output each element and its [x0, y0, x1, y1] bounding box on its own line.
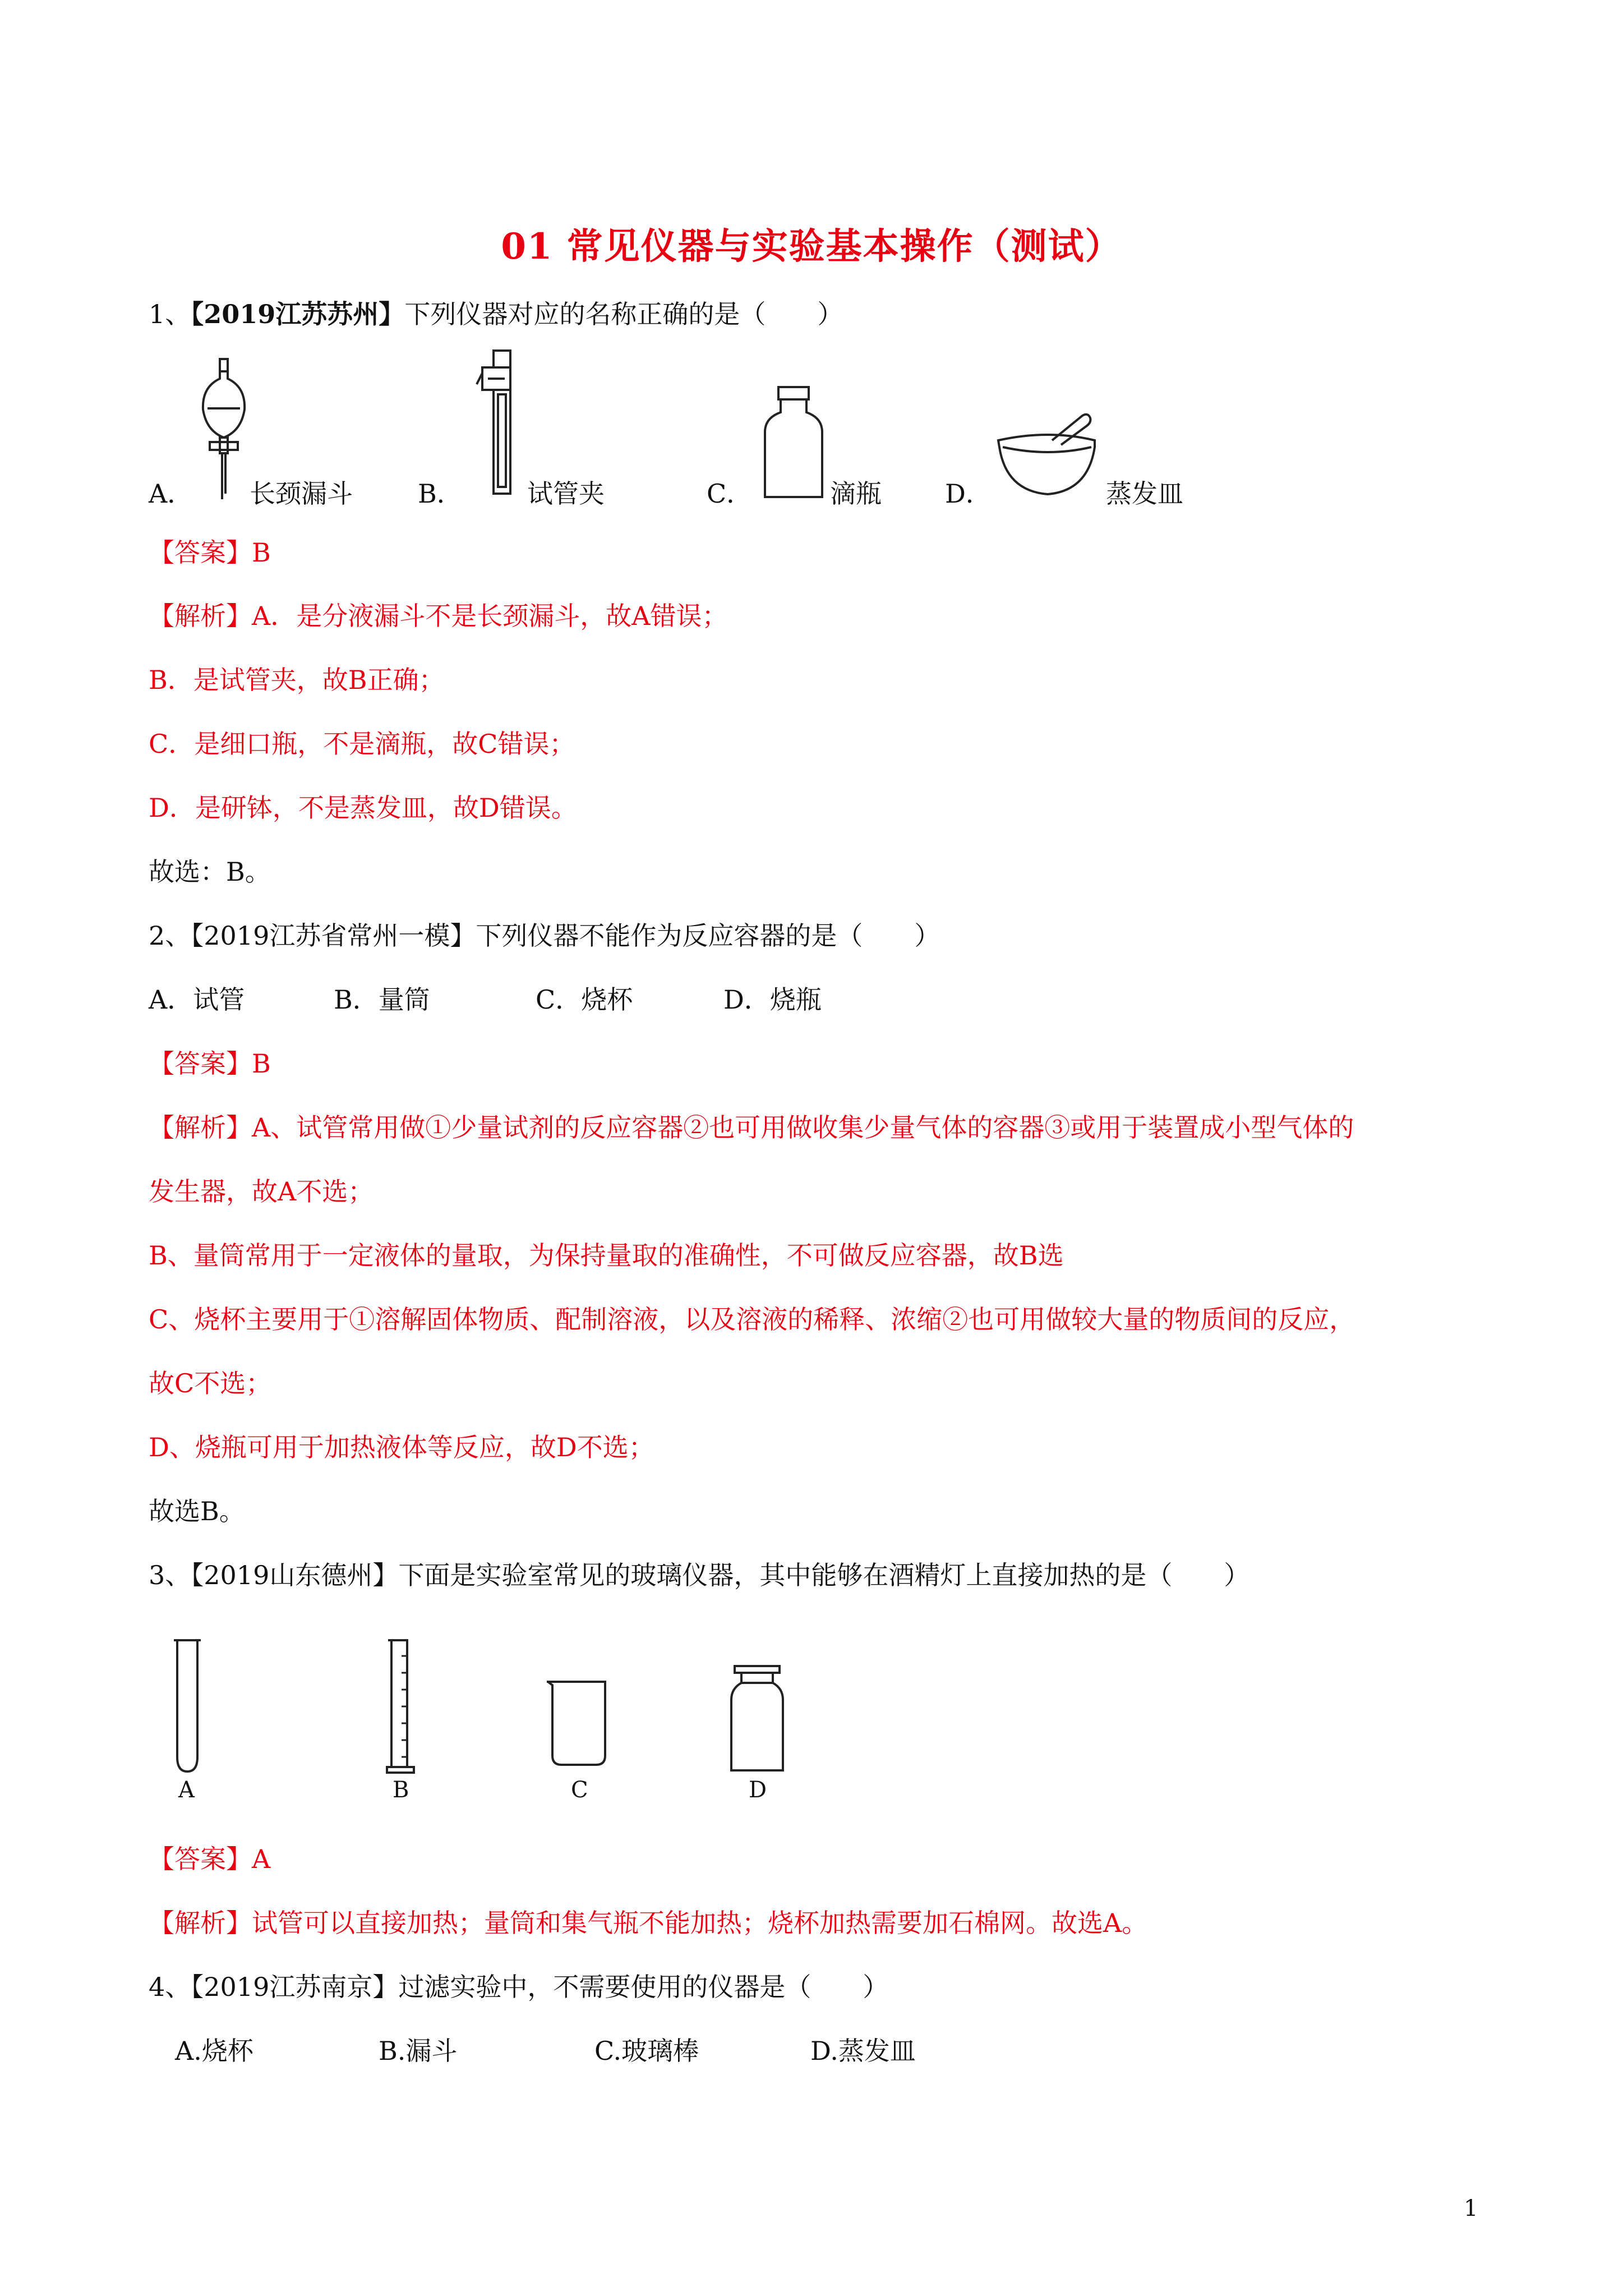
separatory-funnel-icon: [191, 359, 258, 499]
analysis-line: C、烧杯主要用于①溶解固体物质、配制溶液，以及溶液的稀释、浓缩②也可用做较大量的物质间的反应，: [149, 1304, 1355, 1335]
question-1-stem: [149, 297, 1539, 331]
option-b-label: 试管夹: [527, 478, 605, 509]
analysis-tag: 【解析】: [149, 601, 252, 631]
page-title: 01 常见仪器与实验基本操作（测试）: [501, 226, 1122, 268]
option-d: D．烧瓶: [723, 984, 822, 1015]
page-number: 1: [1464, 2196, 1478, 2221]
beaker-icon: [547, 1677, 608, 1767]
test-tube-clamp-icon: [471, 351, 533, 496]
analysis-text: A、试管常用做①少量试剂的反应容器②也可用做收集少量气体的容器③或用于装置成小型气体的: [252, 1112, 1354, 1143]
analysis-line: D．是研钵，不是蒸发皿，故D错误。: [149, 793, 577, 823]
analysis-tag: 【解析】: [149, 1112, 252, 1143]
analysis-text: A．是分液漏斗不是长颈漏斗，故A错误；: [252, 601, 728, 631]
question-source: 【2019江苏苏州】: [191, 299, 405, 329]
conclusion-line: 故选B。: [149, 1496, 245, 1526]
answer-line: [149, 536, 1539, 569]
analysis-line: [149, 599, 1539, 633]
option-a: A.烧杯: [175, 2036, 253, 2066]
question-text: 下列仪器对应的名称正确的是（ ）: [404, 299, 843, 329]
question-number: 4、: [149, 1972, 191, 2002]
question-number: 3、: [149, 1560, 191, 1590]
answer-line: [149, 1842, 1539, 1876]
answer-line: [149, 1047, 1539, 1080]
conclusion-line: 故选：B。: [149, 857, 271, 887]
question-source: 【2019江苏省常州一模】: [191, 921, 476, 951]
analysis-line: 发生器，故A不选；: [149, 1176, 374, 1207]
mortar-pestle-icon: [998, 412, 1099, 496]
question-4-stem: [149, 1970, 1539, 2004]
analysis-line: C．是细口瓶，不是滴瓶，故C错误；: [149, 729, 575, 759]
test-tube-icon: [173, 1639, 202, 1774]
question-number: 1、: [149, 299, 191, 329]
option-c: C.玻璃棒: [594, 2036, 699, 2066]
analysis-line: 故C不选；: [149, 1368, 272, 1398]
figure-label-d: D: [749, 1777, 767, 1803]
option-c-letter: C．: [707, 478, 753, 509]
option-b-letter: B．: [418, 478, 463, 509]
option-a-letter: A．: [149, 478, 193, 509]
figure-label-a: A: [178, 1777, 195, 1803]
question-text: 下列仪器不能作为反应容器的是（ ）: [476, 921, 940, 951]
question-text: 过滤实验中，不需要使用的仪器是（ ）: [398, 1972, 889, 2002]
option-c-label: 滴瓶: [830, 478, 882, 509]
option-d: D.蒸发皿: [810, 2036, 916, 2066]
analysis-line: D、烧瓶可用于加热液体等反应，故D不选；: [149, 1432, 654, 1462]
narrow-neck-bottle-icon: [763, 387, 824, 499]
answer-value: B: [252, 537, 271, 568]
option-a-label: 长颈漏斗: [250, 478, 353, 509]
option-c: C．烧杯: [536, 984, 633, 1015]
question-number: 2、: [149, 921, 191, 951]
answer-value: A: [252, 1844, 271, 1874]
figure-label-c: C: [571, 1777, 588, 1803]
option-d-letter: D．: [945, 478, 992, 509]
answer-value: B: [252, 1048, 271, 1079]
question-3-stem: [149, 1558, 1539, 1592]
analysis-line: B、量筒常用于一定液体的量取，为保持量取的准确性，不可做反应容器，故B选: [149, 1240, 1064, 1271]
question-text: 下面是实验室常见的玻璃仪器，其中能够在酒精灯上直接加热的是（ ）: [398, 1560, 1250, 1590]
question-2-stem: [149, 919, 1539, 953]
question-source: 【2019江苏南京】: [191, 1972, 399, 2002]
question-source: 【2019山东德州】: [191, 1560, 399, 1590]
graduated-cylinder-icon: [387, 1639, 416, 1774]
gas-jar-icon: [729, 1666, 785, 1773]
option-b: B．量筒: [334, 984, 430, 1015]
figure-label-b: B: [393, 1777, 409, 1803]
option-b: B.漏斗: [379, 2036, 458, 2066]
analysis-text: 试管可以直接加热；量筒和集气瓶不能加热；烧杯加热需要加石棉网。故选A。: [252, 1908, 1148, 1938]
analysis-tag: 【解析】: [149, 1908, 252, 1938]
analysis-line: [149, 1906, 1539, 1940]
option-a: A．试管: [149, 984, 245, 1015]
answer-tag: 【答案】: [149, 1048, 252, 1079]
option-d-label: 蒸发皿: [1106, 478, 1183, 509]
answer-tag: 【答案】: [149, 1844, 252, 1874]
analysis-line: B．是试管夹，故B正确；: [149, 665, 445, 695]
answer-tag: 【答案】: [149, 537, 252, 568]
analysis-line: [149, 1111, 1539, 1144]
